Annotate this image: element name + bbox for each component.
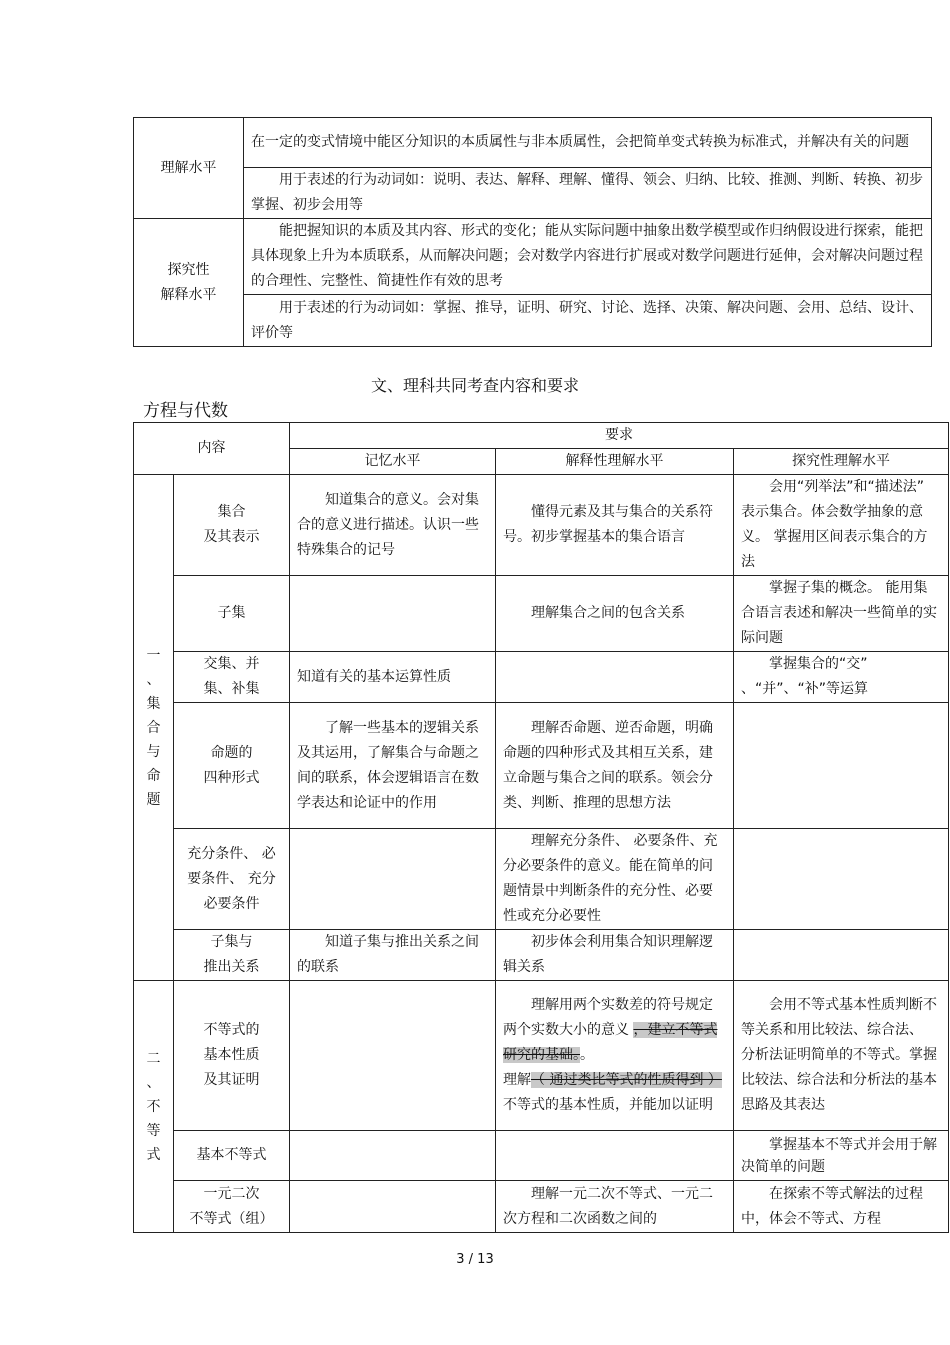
memory-cell: 知道有关的基本运算性质 — [290, 652, 496, 703]
explain-cell: 理解集合之间的包含关系 — [496, 576, 734, 652]
section-title: 文、理科共同考查内容和要求 — [370, 376, 579, 395]
topic-cell: 交集、并 集、补集 — [174, 652, 290, 703]
level-desc: 能把握知识的本质及其内容、形式的变化；能从实际问题中抽象出数学模型或作归纳假设进行探索，能把具体现象上升为本质联系，从而解决问题；会对数学内容进行扩展或对数学问题进行延伸，会对解决问题过程的合理性、完整性、简捷性作有效的思考 — [244, 219, 932, 295]
header-explain: 解释性理解水平 — [496, 449, 734, 475]
memory-cell: 知道集合的意义。会对集合的意义进行描述。认识一些特殊集合的记号 — [290, 475, 496, 576]
explore-cell: 掌握子集的概念。 能用集合语言表述和解决一些简单的实际问题 — [734, 576, 949, 652]
group-label: 一 、 集 合 与 命 题 — [134, 475, 174, 981]
header-content: 内容 — [134, 423, 290, 475]
memory-cell — [290, 981, 496, 1131]
subsection-title: 方程与代数 — [143, 401, 228, 421]
memory-cell — [290, 1131, 496, 1181]
explain-cell — [496, 981, 734, 1131]
explain-cell — [496, 1131, 734, 1181]
explain-text: 理解用两个实数差的符号规定两个实数大小的意义 — [503, 997, 713, 1038]
memory-cell — [290, 1181, 496, 1233]
group-label: 二 、 不 等 式 — [134, 981, 174, 1233]
topic-cell: 充分条件、 必 要条件、 充分 必要条件 — [174, 829, 290, 930]
explain-text: 理解 — [503, 1072, 531, 1088]
memory-cell — [290, 829, 496, 930]
requirements-table — [133, 422, 949, 1233]
header-requirement: 要求 — [290, 423, 949, 449]
topic-cell: 一元二次 不等式（组） — [174, 1181, 290, 1233]
level-desc: 在一定的变式情境中能区分知识的本质属性与非本质属性，会把简单变式转换为标准式，并解决有关的问题 — [244, 118, 932, 168]
explain-cell: 懂得元素及其与集合的关系符号。初步掌握基本的集合语言 — [496, 475, 734, 576]
topic-cell: 集合 及其表示 — [174, 475, 290, 576]
explain-cell: 理解一元二次不等式、一元二次方程和二次函数之间的 — [496, 1181, 734, 1233]
level-table — [133, 117, 932, 347]
explain-cell: 理解充分条件、 必要条件、充分必要条件的意义。能在简单的问题情景中判断条件的充分性、必要性或充分必要性 — [496, 829, 734, 930]
explain-text: 不等式的基本性质，并能加以证明 — [503, 1097, 713, 1113]
level-verbs: 用于表述的行为动词如：掌握、推导，证明、研究、讨论、选择、决策、解决问题、会用、总结、设计、评价等 — [244, 295, 932, 347]
level-verbs: 用于表述的行为动词如：说明、表达、解释、理解、懂得、领会、归纳、比较、推测、判断、转换、初步掌握、初步会用等 — [244, 168, 932, 219]
topic-cell: 基本不等式 — [174, 1131, 290, 1181]
struck-text: （ 通过类比等式的性质得到 ） — [531, 1072, 722, 1088]
explain-cell: 初步体会利用集合知识理解逻辑关系 — [496, 930, 734, 981]
topic-cell: 子集与 推出关系 — [174, 930, 290, 981]
topic-cell: 子集 — [174, 576, 290, 652]
topic-cell: 不等式的 基本性质 及其证明 — [174, 981, 290, 1131]
explain-text: 。 — [580, 1047, 594, 1063]
struck-text: ，建立不等式研究的基础。 — [503, 1022, 718, 1063]
memory-cell: 知道子集与推出关系之间的联系 — [290, 930, 496, 981]
explore-cell — [734, 703, 949, 829]
topic-cell: 命题的 四种形式 — [174, 703, 290, 829]
level-name: 理解水平 — [134, 118, 244, 219]
header-memory: 记忆水平 — [290, 449, 496, 475]
explain-cell — [496, 652, 734, 703]
page-number: 3 / 13 — [456, 1252, 494, 1267]
explore-cell: 在探索不等式解法的过程中，体会不等式、方程 — [734, 1181, 949, 1233]
memory-cell — [290, 576, 496, 652]
explore-cell: 会用不等式基本性质判断不等关系和用比较法、综合法、 分析法证明简单的不等式。掌握比较法、综合法和分析法的基本思路及其表达 — [734, 981, 949, 1131]
memory-cell: 了解一些基本的逻辑关系及其运用，了解集合与命题之间的联系，体会逻辑语言在数学表达和论证中的作用 — [290, 703, 496, 829]
explore-cell: 掌握基本不等式并会用于解决简单的问题 — [734, 1131, 949, 1181]
explore-cell — [734, 829, 949, 930]
explore-cell: 掌握集合的“交” 、“并”、“补”等运算 — [734, 652, 949, 703]
header-explore: 探究性理解水平 — [734, 449, 949, 475]
explore-cell — [734, 930, 949, 981]
explore-cell: 会用“列举法”和“描述法” 表示集合。体会数学抽象的意义。 掌握用区间表示集合的方法 — [734, 475, 949, 576]
level-name: 探究性 解释水平 — [134, 219, 244, 347]
explain-cell: 理解否命题、逆否命题，明确命题的四种形式及其相互关系，建立命题与集合之间的联系。领会分类、判断、推理的思想方法 — [496, 703, 734, 829]
